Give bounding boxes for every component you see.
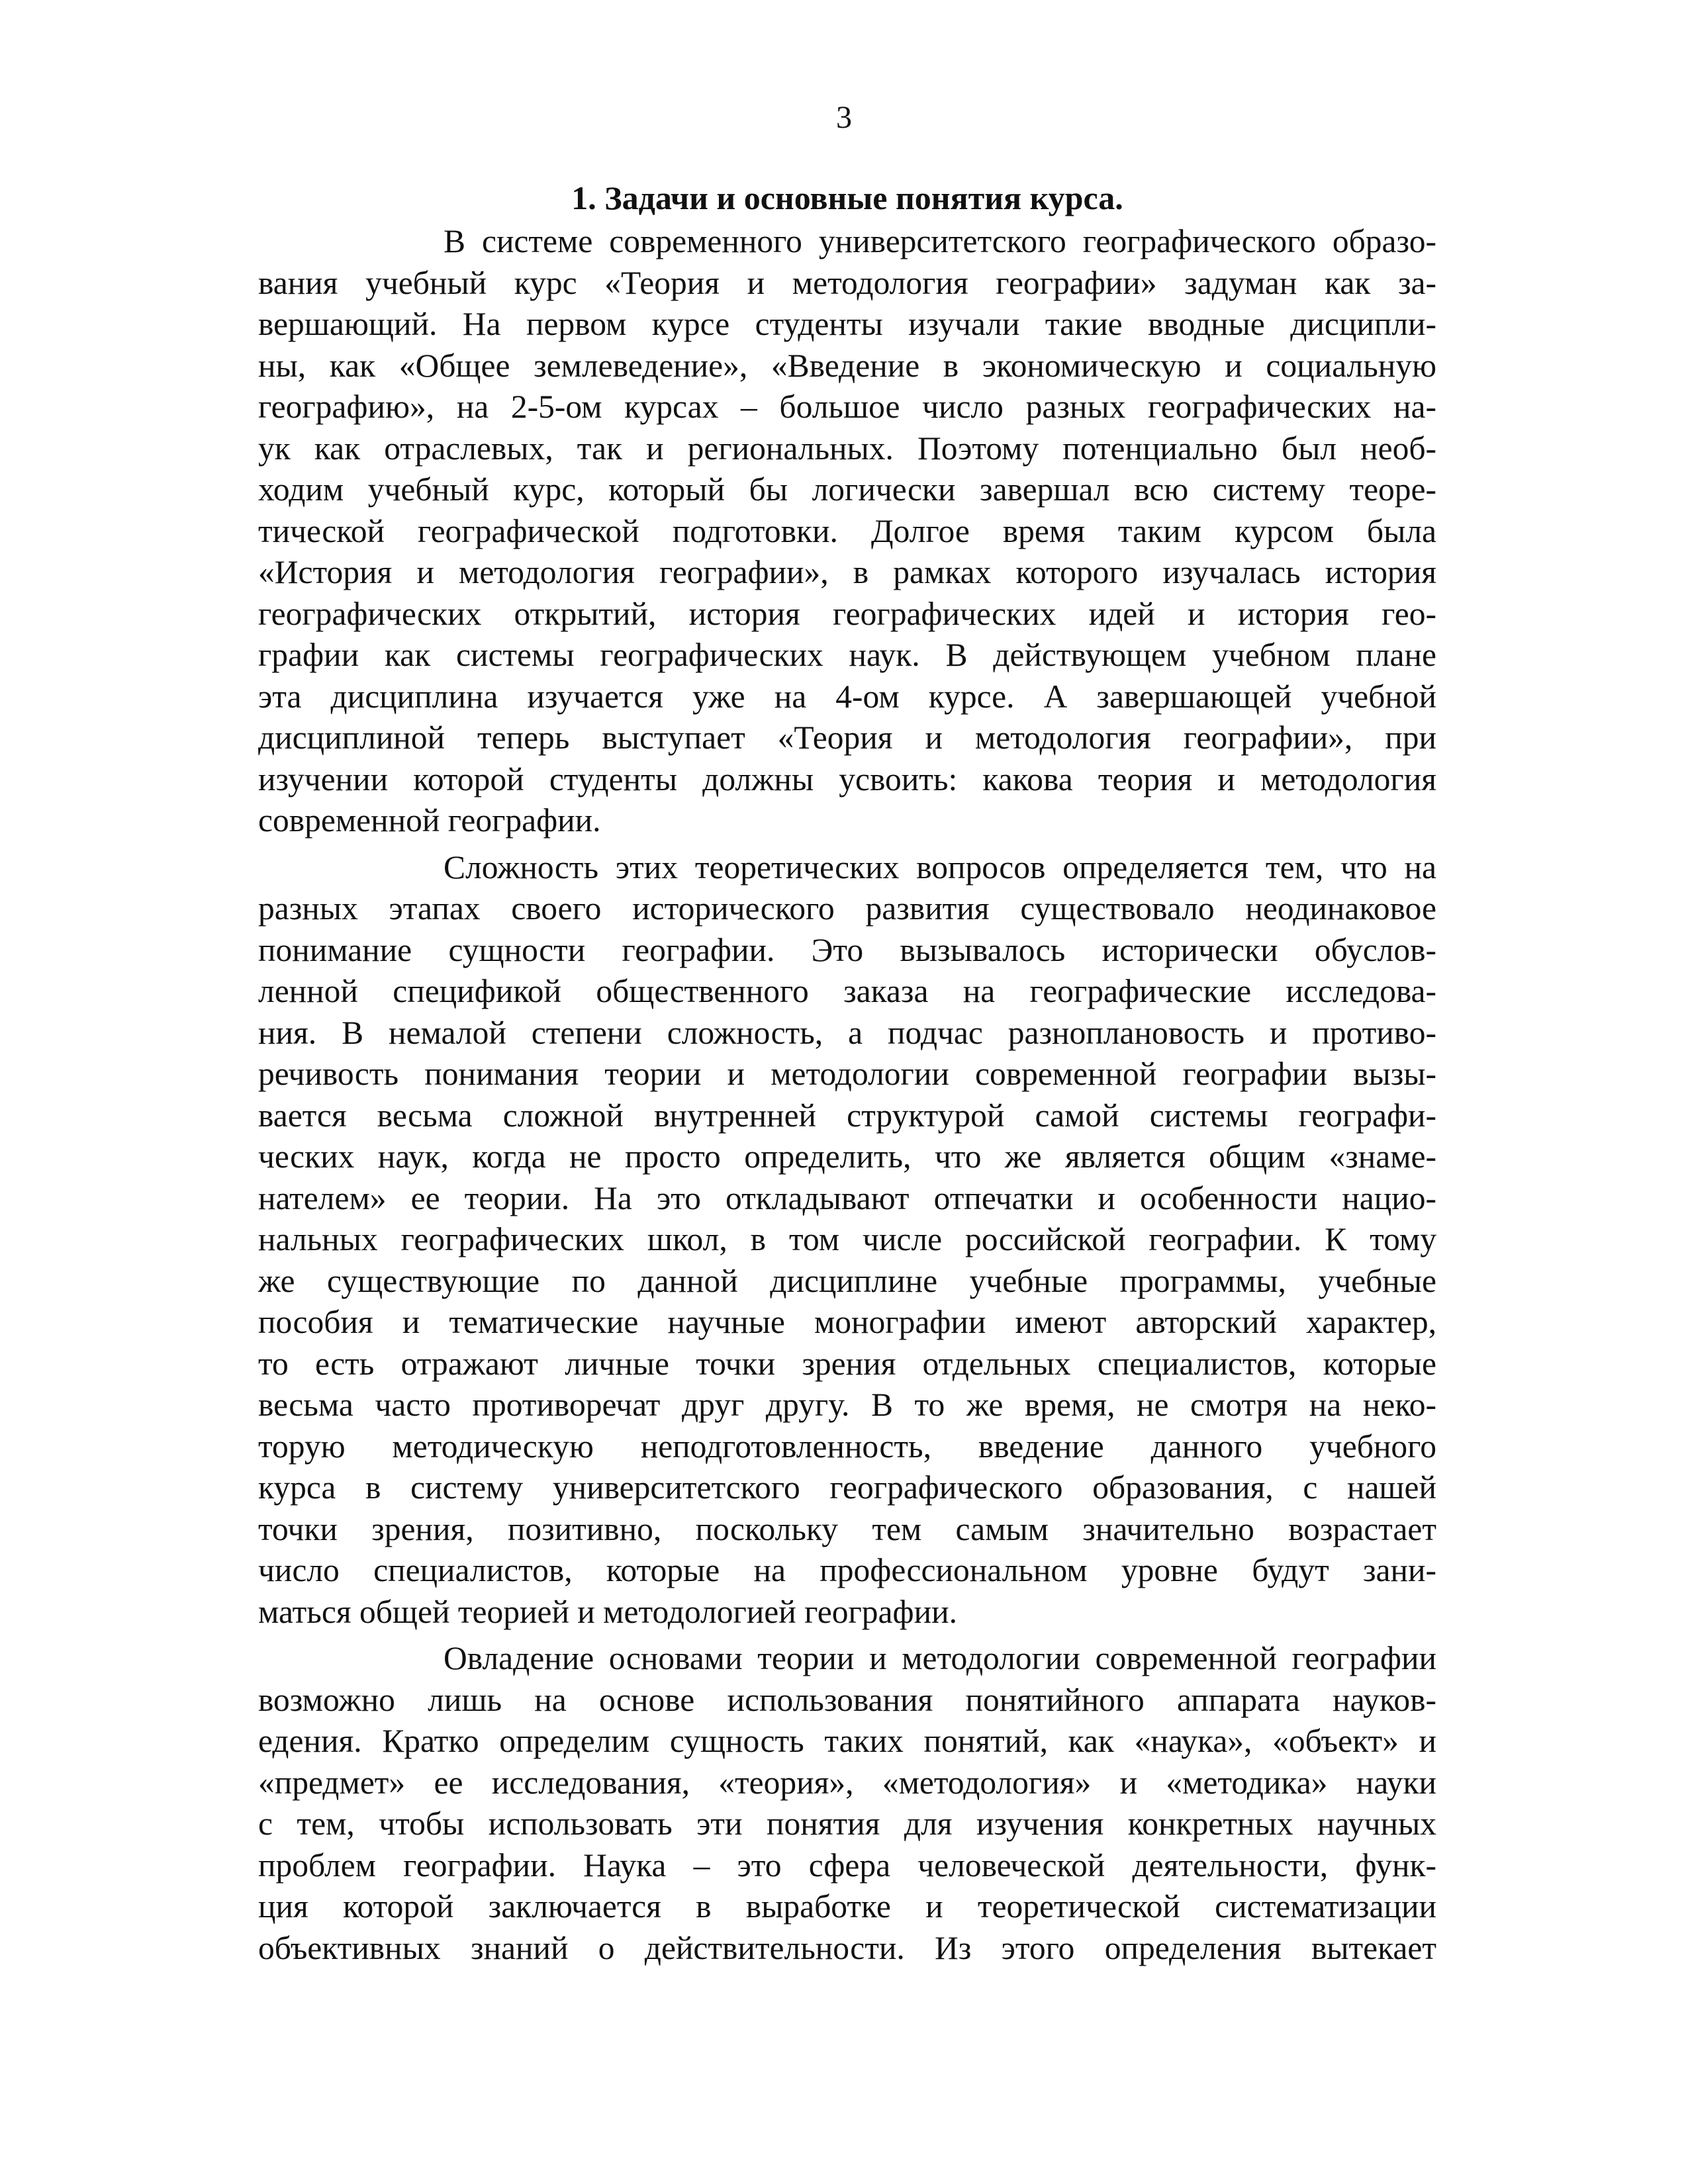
text-line: проблем географии. Наука – это сфера человеческой деятельности, функ- (258, 1846, 1436, 1884)
text-line: ходим учебный курс, который бы логически завершал всю систему теоре- (258, 471, 1436, 508)
text-line: изучении которой студенты должны усвоить: какова теория и методология (258, 760, 1436, 797)
text-line: ния. В немалой степени сложность, а подчас разноплановость и противо- (258, 1014, 1436, 1051)
text-line: нальных географических школ, в том числе российской географии. К тому (258, 1221, 1436, 1257)
text-line: нателем» ее теории. На это откладывают отпечатки и особенности нацио- (258, 1179, 1436, 1216)
text-line: ленной спецификой общественного заказа на географические исследова- (258, 973, 1436, 1009)
paragraph-1 (258, 221, 1436, 842)
text-line: маться общей теорией и методологией географии. (258, 1593, 957, 1630)
text-line: едения. Кратко определим сущность таких понятий, как «наука», «объект» и (258, 1723, 1436, 1759)
text-line: В системе современного университетского географического образо- (444, 223, 1436, 259)
text-line: «История и методология географии», в рамках которого изучалась история (258, 554, 1436, 590)
text-line: речивость понимания теории и методологии современной географии вызы- (258, 1056, 1436, 1092)
text-line: Сложность этих теоретических вопросов определяется тем, что на (444, 848, 1436, 886)
text-line: вается весьма сложной внутренней структурой самой системы географи- (258, 1097, 1436, 1134)
text-line: понимание сущности географии. Это вызывалось исторически обуслов- (258, 931, 1436, 968)
paragraph-3 (258, 1638, 1436, 1969)
text-line: объективных знаний о действительности. Из этого определения вытекает (258, 1929, 1436, 1966)
text-line: точки зрения, позитивно, поскольку тем самым значительно возрастает (258, 1510, 1436, 1547)
page-number: 3 (836, 100, 852, 135)
text-line: географию», на 2-5-ом курсах – большое число разных географических на- (258, 388, 1436, 425)
text-line: географических открытий, история географических идей и история гео- (258, 595, 1436, 632)
text-line: тической географической подготовки. Долгое время таким курсом была (258, 512, 1436, 549)
text-line: с тем, чтобы использовать эти понятия для изучения конкретных научных (258, 1805, 1436, 1842)
document-body (258, 177, 1436, 1974)
text-line: число специалистов, которые на профессиональном уровне будут зани- (258, 1552, 1436, 1588)
text-line: вершающий. На первом курсе студенты изучали такие вводные дисципли- (258, 306, 1436, 342)
text-line: «предмет» ее исследования, «теория», «методология» и «методика» науки (258, 1764, 1436, 1801)
text-line: ческих наук, когда не просто определить, что же является общим «знаме- (258, 1138, 1436, 1175)
text-line: то есть отражают личные точки зрения отдельных специалистов, которые (258, 1345, 1436, 1382)
text-line: курса в систему университетского географического образования, с нашей (258, 1469, 1436, 1506)
text-line: ция которой заключается в выработке и теоретической систематизации (258, 1888, 1436, 1925)
text-line: вания учебный курс «Теория и методология географии» задуман как за- (258, 264, 1436, 301)
section-heading: 1. Задачи и основные понятия курса. (571, 179, 1123, 216)
text-line: же существующие по данной дисциплине учебные программы, учебные (258, 1262, 1436, 1299)
text-line: пособия и тематические научные монографии имеют авторский характер, (258, 1304, 1436, 1340)
text-line: разных этапах своего исторического развития существовало неодинаковое (258, 890, 1436, 927)
text-line: графии как системы географических наук. В действующем учебном плане (258, 637, 1436, 673)
text-line: весьма часто противоречат друг другу. В то же время, не смотря на неко- (258, 1387, 1436, 1423)
text-line: дисциплиной теперь выступает «Теория и методология географии», при (258, 719, 1436, 756)
text-line: эта дисциплина изучается уже на 4-ом курсе. А завершающей учебной (258, 678, 1436, 715)
text-line: возможно лишь на основе использования понятийного аппарата науков- (258, 1681, 1436, 1718)
text-line: ны, как «Общее землеведение», «Введение в экономическую и социальную (258, 347, 1436, 384)
text-line: торую методическую неподготовленность, введение данного учебного (258, 1428, 1436, 1465)
text-line: ук как отраслевых, так и региональных. Поэтому потенциально был необ- (258, 430, 1436, 467)
paragraph-2 (258, 847, 1436, 1633)
text-line: современной географии. (258, 802, 601, 839)
text-line: Овладение основами теории и методологии современной географии (444, 1640, 1436, 1676)
